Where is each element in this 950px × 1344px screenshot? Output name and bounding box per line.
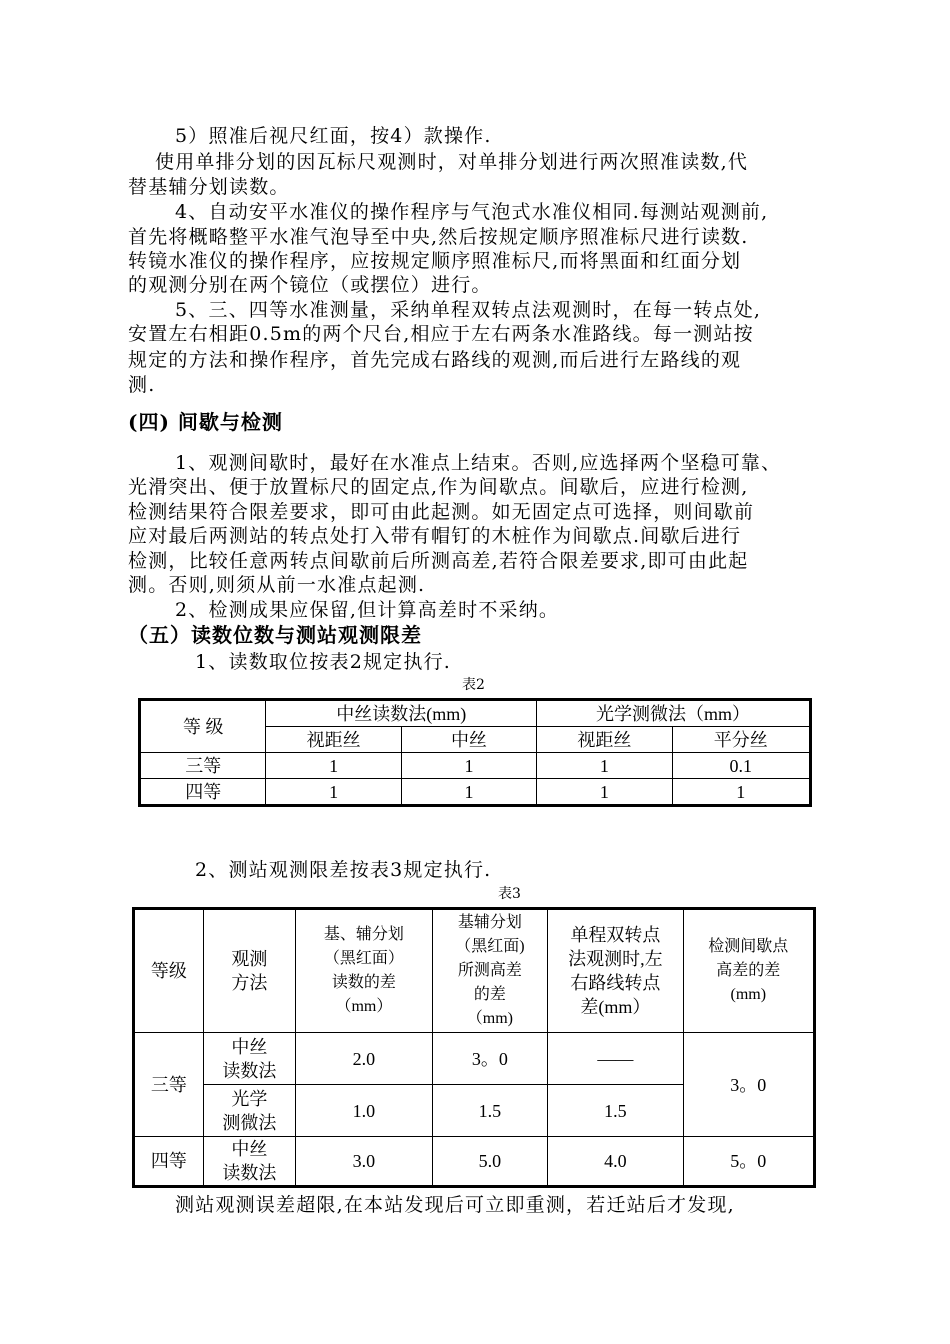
value-cell: 4.0: [548, 1137, 683, 1187]
paragraph-line: 5、三、四等水准测量，采纳单程双转点法观测时，在每一转点处,: [175, 299, 762, 321]
value-cell: 1: [537, 779, 672, 806]
paragraph-line: 1、读数取位按表2规定执行.: [195, 651, 452, 673]
paragraph-line: 4、自动安平水准仪的操作程序与气泡式水准仪相同.每测站观测前,: [175, 201, 769, 223]
section-heading-4: (四) 间歇与检测: [128, 410, 283, 434]
sub-header: 视距丝: [537, 727, 672, 753]
value-cell: 1: [266, 779, 401, 806]
method-cell: 中丝 读数法: [203, 1137, 296, 1187]
table-row: [134, 1137, 815, 1187]
paragraph-line: 的观测分别在两个镜位（或摆位）进行。: [128, 274, 492, 296]
table-3: [132, 907, 816, 1188]
table-row: [140, 779, 811, 806]
value-cell: 3.0: [296, 1137, 432, 1187]
paragraph-line: 应对最后两测站的转点处打入带有帽钉的木桩作为间歇点.间歇后进行: [128, 525, 742, 547]
value-cell: 3。0: [432, 1033, 548, 1085]
paragraph-line: 检测，比较任意两转点间歇前后所测高差,若符合限差要求,即可由此起: [128, 550, 749, 572]
paragraph-line: 替基辅分划读数。: [128, 176, 290, 198]
paragraph-line: 测.: [128, 374, 156, 396]
paragraph-line: 规定的方法和操作程序，首先完成右路线的观测,而后进行左路线的观: [128, 349, 742, 371]
header-diff1: 基、辅分划 （黑红面） 读数的差 （mm）: [296, 909, 432, 1033]
value-cell: 1: [401, 753, 536, 779]
header-diff4: 检测间歇点 高差的差 (mm): [683, 909, 814, 1033]
paragraph-line: 测。否则,则须从前一水准点起测.: [128, 574, 426, 596]
grade-header: 等 级: [140, 700, 266, 753]
grade-cell: 四等: [140, 779, 266, 806]
paragraph-line: 首先将概略整平水准气泡导至中央,然后按规定顺序照准标尺进行读数.: [128, 226, 749, 248]
paragraph-line: 光滑突出、便于放置标尺的固定点,作为间歇点。间歇后，应进行检测,: [128, 476, 749, 498]
paragraph-line: 转镜水准仪的操作程序，应按规定顺序照准标尺,而将黑面和红面分划: [128, 250, 742, 272]
value-cell: 1.5: [548, 1085, 683, 1137]
grade-cell: 四等: [134, 1137, 204, 1187]
method-cell: 光学 测微法: [203, 1085, 296, 1137]
table-2: [138, 698, 812, 807]
value-cell: 1: [537, 753, 672, 779]
table2-caption: 表2: [462, 677, 485, 693]
value-cell: 2.0: [296, 1033, 432, 1085]
paragraph-line: 安置左右相距0.5m的两个尺台,相应于左右两条水准路线。每一测站按: [128, 323, 754, 345]
grade-cell: 三等: [134, 1033, 204, 1137]
value-cell: 0.1: [672, 753, 810, 779]
value-cell: ——: [548, 1033, 683, 1085]
paragraph-line: 2、测站观测限差按表3规定执行.: [195, 859, 492, 881]
header-grade: 等级: [134, 909, 204, 1033]
group-header: 光学测微法（mm）: [537, 700, 811, 727]
header-diff3: 单程双转点 法观测时,左 右路线转点 差(mm）: [548, 909, 683, 1033]
section-heading-5: （五）读数位数与测站观测限差: [128, 623, 422, 647]
value-cell: 1.0: [296, 1085, 432, 1137]
paragraph-line: 1、观测间歇时，最好在水准点上结束。否则,应选择两个坚稳可靠、: [175, 452, 782, 474]
paragraph-line: 测站观测误差超限,在本站发现后可立即重测，若迁站后才发现,: [175, 1194, 735, 1216]
value-cell: 1.5: [432, 1085, 548, 1137]
value-cell: 1: [266, 753, 401, 779]
table-row: [134, 1033, 815, 1085]
table-row: [140, 753, 811, 779]
value-cell: 1: [672, 779, 810, 806]
table3-caption: 表3: [498, 886, 521, 902]
group-header: 中丝读数法(mm): [266, 700, 537, 727]
header-diff2: 基辅分划 （黑红面) 所测高差 的差 （mm): [432, 909, 548, 1033]
sub-header: 平分丝: [672, 727, 810, 753]
merged-value-cell: 3。0: [683, 1033, 814, 1137]
grade-cell: 三等: [140, 753, 266, 779]
paragraph-line: 5）照准后视尺红面，按4）款操作.: [175, 125, 492, 147]
header-method: 观测 方法: [203, 909, 296, 1033]
value-cell: 5.0: [432, 1137, 548, 1187]
sub-header: 中丝: [401, 727, 536, 753]
method-cell: 中丝 读数法: [203, 1033, 296, 1085]
paragraph-line: 2、检测成果应保留,但计算高差时不采纳。: [175, 599, 560, 621]
value-cell: 1: [401, 779, 536, 806]
paragraph-line: 使用单排分划的因瓦标尺观测时，对单排分划进行两次照准读数,代: [155, 151, 749, 173]
paragraph-line: 检测结果符合限差要求，即可由此起测。如无固定点可选择，则间歇前: [128, 501, 755, 523]
sub-header: 视距丝: [266, 727, 401, 753]
value-cell: 5。0: [683, 1137, 814, 1187]
